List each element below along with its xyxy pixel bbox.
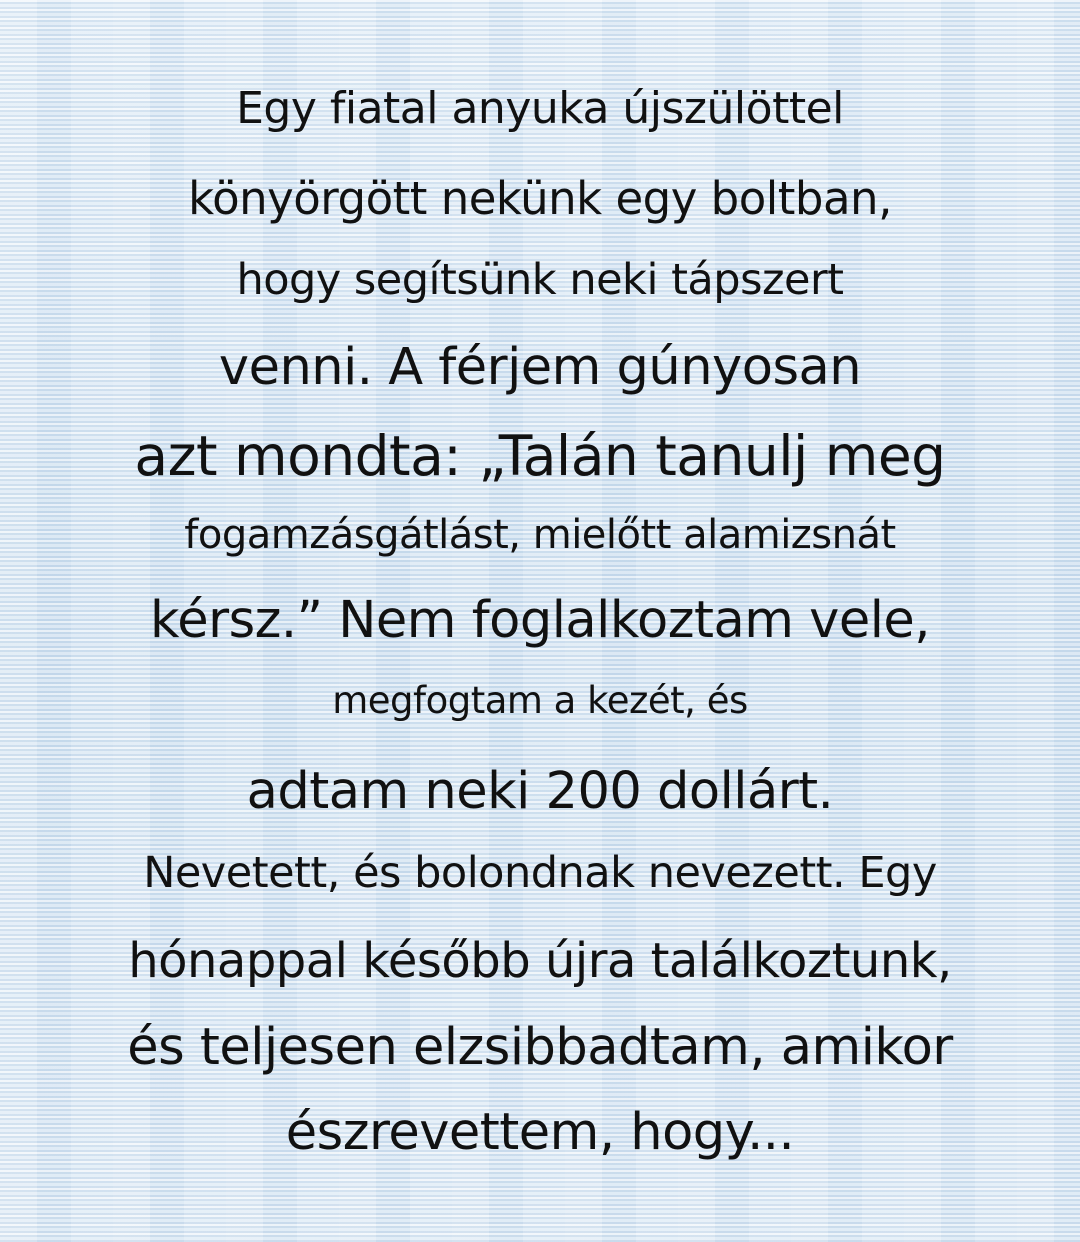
story-line: hogy segítsünk neki tápszert — [236, 255, 844, 305]
story-line: könyörgött nekünk egy boltban, — [188, 172, 892, 225]
story-line: azt mondta: „Talán tanulj meg — [134, 424, 946, 488]
story-line: fogamzásgátlást, mielőtt alamizsnát — [184, 512, 896, 558]
story-line: Egy fiatal anyuka újszülöttel — [236, 83, 844, 134]
story-line: és teljesen elzsibbadtam, amikor — [127, 1018, 953, 1077]
story-line: megfogtam a kezét, és — [332, 679, 748, 722]
story-line: hónappal később újra találkoztunk, — [128, 933, 952, 989]
story-line: észrevettem, hogy... — [285, 1103, 795, 1162]
story-line: Nevetett, és bolondnak nevezett. Egy — [143, 848, 937, 898]
story-line: adtam neki 200 dollárt. — [246, 762, 834, 821]
story-line: kérsz.” Nem foglalkoztam vele, — [150, 591, 930, 650]
story-text-block — [0, 84, 1080, 1163]
story-line: venni. A férjem gúnyosan — [218, 338, 862, 397]
